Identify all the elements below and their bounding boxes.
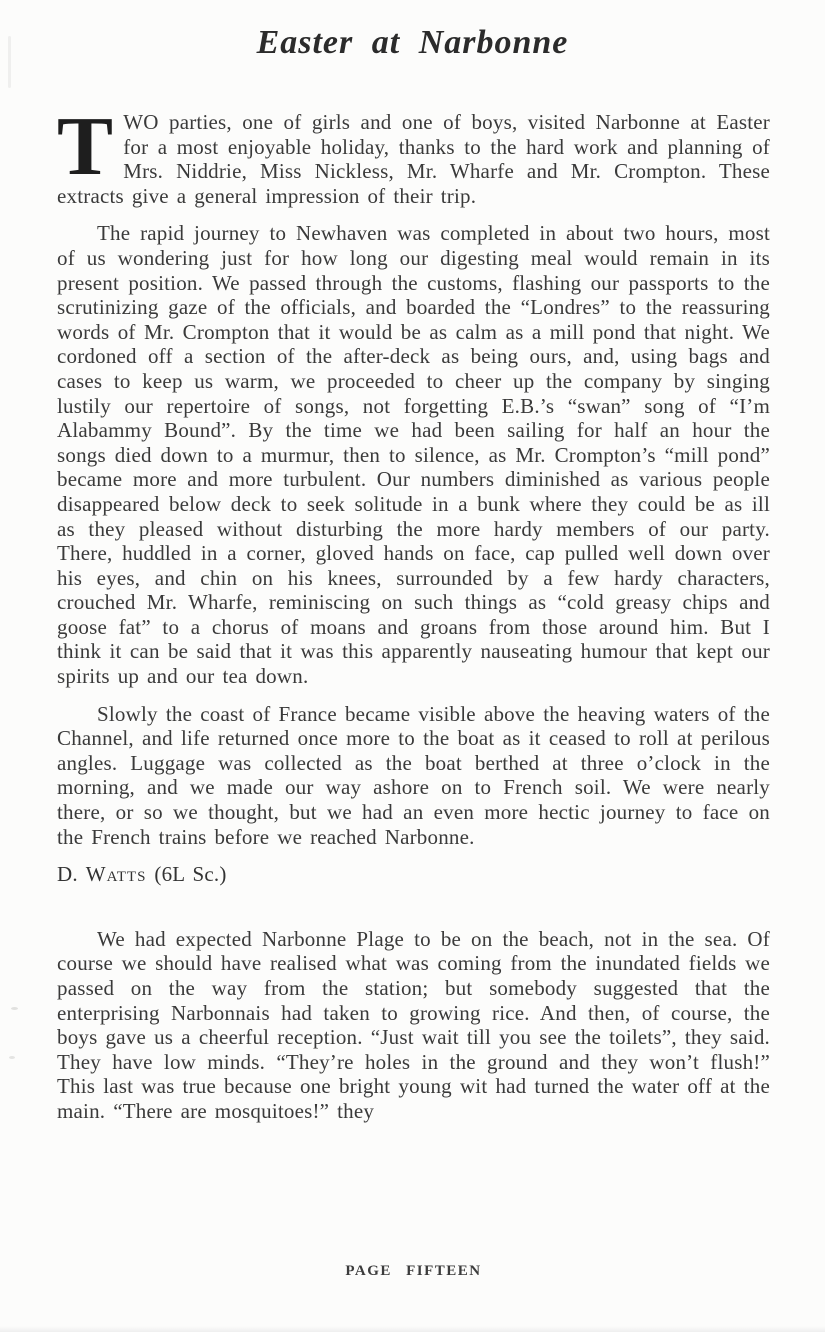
paragraph-narbonne-plage: We had expected Narbonne Plage to be on the beach, not in the sea. Of course we should have realised what was coming from the inundated fields we passed on the way from the station; but somebody suggested that the enterprising Narbonnais had taken to growing rice. And then, of course, the boys gave us a cheerful reception. “Just wait till you see the toilets”, they said. They have low minds. “They’re holes in the ground and they won’t flush!” This last was true because one bright young wit had turned the water off at the main. “There are mosquitoes!” they [57, 926, 770, 1123]
paragraph-arrival: Slowly the coast of France became visible above the heaving waters of the Channel, and life returned once more to the boat as it ceased to roll at perilous angles. Luggage was collected as the boat berthed at three o’clock in the morning, and we made our way ashore on to French soil. We were nearly there, or so we thought, but we had an even more hectic journey to face on the French trains before we reached Narbonne. [57, 701, 770, 849]
scan-bottom-shadow [0, 1326, 825, 1332]
paragraph-journey: The rapid journey to Newhaven was completed in about two hours, most of us wondering just for how long our digesting meal would remain in its present position. We passed through the customs, flashing our passports to the scrutinizing gaze of the officials, and boarded the “Londres” to the reassuring words of Mr. Crompton that it would be as calm as a mill pond that night. We cordoned off a section of the after-deck as being ours, and, using bags and cases to keep us warm, we proceeded to cheer up the company by singing lustily our repertoire of songs, not forgetting E.B.’s “swan” song of “I’m Alabammy Bound”. By the time we had been sailing for half an hour the songs died down to a murmur, then to silence, as Mr. Crompton’s “mill pond” became more and more turbulent. Our numbers diminished as various people disappeared below deck to seek solitude in a bunk where they could be as ill as they pleased without disturbing the more hardy members of our party. There, huddled in a corner, gloved hands on face, cap pulled well down over his eyes, and chin on his knees, surrounded by a few hardy characters, crouched Mr. Wharfe, reminiscing on such things as “cold greasy chips and goose fat” to a chorus of moans and groans from those around him. But I think it can be said that it was this apparently nauseating humour that kept our spirits up and our tea down. [57, 221, 770, 689]
scan-speck [9, 1056, 15, 1059]
byline-initial: D. [57, 862, 86, 887]
scan-speck [11, 1007, 18, 1010]
scan-edge-mark [8, 36, 11, 88]
page-number-footer: PAGE FIFTEEN [345, 1263, 482, 1279]
byline [57, 862, 770, 887]
article-body [57, 100, 770, 1137]
lead-paragraph [57, 100, 770, 208]
byline-surname: Watts [85, 862, 147, 887]
drop-cap: T [57, 100, 114, 193]
lead-paragraph-text: WO parties, one of girls and one of boys, visited Narbonne at Easter for a most enjoyable holiday, thanks to the hard work and planning of Mrs. Niddrie, Miss Nickless, Mr. Wharfe and Mr. Crompton. These extracts give a general impression of their trip. [57, 110, 770, 208]
byline-class-tag: (6L Sc.) [146, 862, 227, 887]
page-title: Easter at Narbonne [256, 24, 569, 61]
